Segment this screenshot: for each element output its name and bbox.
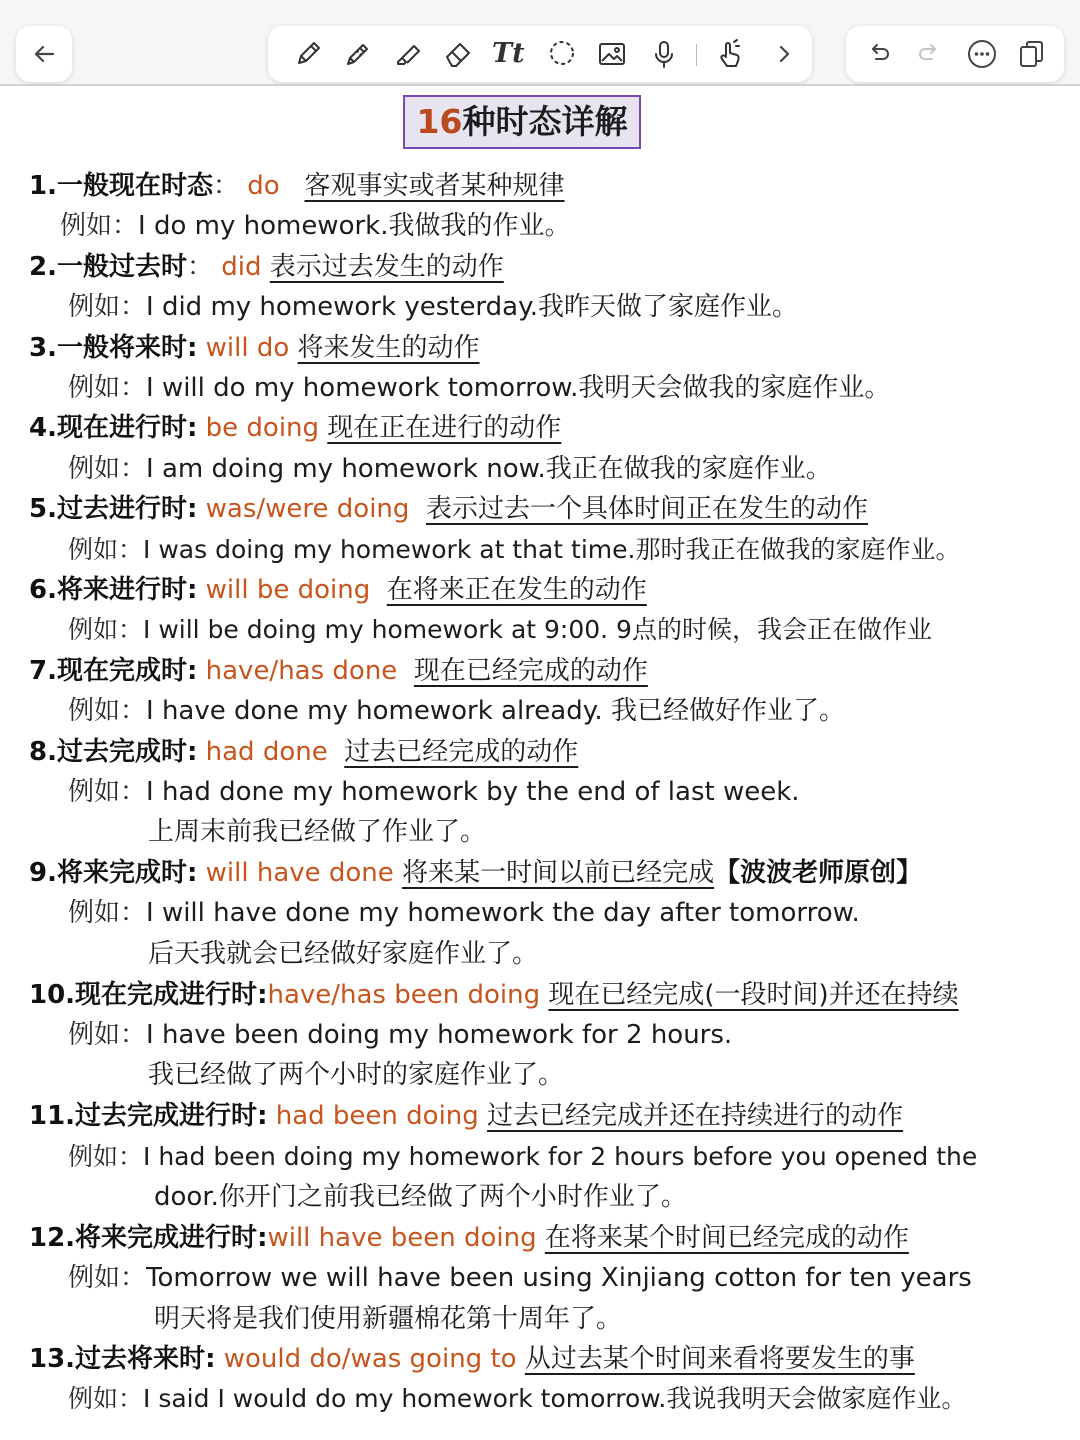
example-line — [68, 288, 798, 326]
example-text: I will have done my homework the day after tomorrow. — [146, 898, 860, 928]
separator: : — [186, 333, 198, 363]
arrow-left-icon — [28, 38, 60, 70]
tense-name: 2.一般过去时 — [29, 252, 187, 282]
example-text: I will do my homework tomorrow.我明天会做我的家庭作业。 — [146, 373, 891, 403]
tense-formula: will do — [205, 333, 290, 363]
tense-formula: have/has done — [205, 656, 398, 686]
example-translation: 上周末前我已经做了作业了。 — [148, 817, 487, 847]
tense-formula: will have been doing — [267, 1223, 537, 1253]
separator: ： — [212, 171, 239, 201]
toolbar-separator — [696, 44, 697, 66]
tense-description: 表示过去一个具体时间正在发生的动作 — [425, 494, 868, 524]
example-label: 例如： — [68, 292, 147, 322]
pen-icon[interactable] — [292, 38, 324, 70]
example-text: I do my homework.我做我的作业。 — [138, 211, 571, 241]
tool-palette — [268, 26, 812, 82]
tense-heading-line — [29, 652, 648, 690]
action-group — [846, 26, 1064, 82]
tense-formula: would do/was going to — [223, 1344, 517, 1374]
example-line — [60, 207, 571, 245]
example-translation: door.你开门之前我已经做了两个小时作业了。 — [154, 1182, 687, 1212]
example-label: 例如： — [68, 373, 147, 403]
tense-description: 过去已经完成的动作 — [344, 737, 579, 767]
tense-description: 现在已经完成(一段时间)并还在持续 — [548, 980, 959, 1010]
example-translation: 我已经做了两个小时的家庭作业了。 — [148, 1060, 565, 1090]
example-line — [68, 450, 832, 488]
tense-formula: will have done — [205, 858, 394, 888]
tense-heading-line — [29, 976, 959, 1014]
tense-heading-line — [29, 854, 922, 892]
separator: : — [186, 656, 198, 686]
example-label: 例如： — [68, 615, 144, 644]
pencil-icon[interactable] — [342, 38, 374, 70]
separator: : — [257, 1101, 268, 1131]
example-line — [68, 531, 960, 569]
example-line — [68, 1138, 977, 1176]
tense-heading-line — [29, 167, 564, 205]
image-icon[interactable] — [596, 38, 628, 70]
example-label: 例如： — [68, 1142, 144, 1171]
eraser-icon[interactable] — [442, 38, 474, 70]
tense-name: 7.现在完成时 — [29, 656, 187, 686]
touch-hand-icon[interactable] — [714, 38, 746, 70]
undo-icon[interactable] — [862, 38, 894, 70]
example-translation: 后天我就会已经做好家庭作业了。 — [148, 939, 539, 969]
highlighter-icon[interactable] — [392, 38, 424, 70]
microphone-icon[interactable] — [648, 38, 680, 70]
back-button[interactable] — [16, 26, 72, 82]
tense-description: 在将来某个时间已经完成的动作 — [544, 1223, 909, 1253]
tense-description: 过去已经完成并还在持续进行的动作 — [487, 1101, 904, 1131]
author-note: 【波波老师原创】 — [714, 858, 923, 888]
tense-name: 12.将来完成进行时 — [29, 1223, 258, 1253]
toolbar-divider — [0, 84, 1080, 86]
example-text: I am doing my homework now.我正在做我的家庭作业。 — [146, 454, 832, 484]
tense-name: 4.现在进行时 — [29, 413, 187, 443]
tense-name: 1.一般现在时态 — [29, 171, 213, 201]
example-text: I said I would do my homework tomorrow.我说我明天会做家庭作业。 — [143, 1384, 967, 1413]
example-text: I had done my homework by the end of last week. — [146, 777, 800, 807]
example-line — [68, 692, 845, 730]
example-line — [68, 773, 800, 811]
tense-formula: was/were doing — [205, 494, 410, 524]
example-label: 例如： — [68, 1263, 147, 1293]
tense-description: 将来发生的动作 — [297, 333, 480, 363]
example-translation: 明天将是我们使用新疆棉花第十周年了。 — [154, 1304, 623, 1334]
tense-heading-line — [29, 1340, 915, 1378]
tense-heading-line — [29, 409, 561, 447]
toolbar — [0, 0, 1080, 86]
separator: : — [186, 858, 198, 888]
tense-formula: did — [221, 252, 262, 282]
example-label: 例如： — [68, 898, 147, 928]
example-line — [68, 1380, 966, 1418]
tense-name: 5.过去进行时 — [29, 494, 187, 524]
example-label: 例如： — [68, 454, 147, 484]
lasso-icon[interactable] — [546, 38, 578, 70]
example-label: 例如： — [68, 777, 147, 807]
separator: : — [186, 494, 198, 524]
tense-name: 8.过去完成时 — [29, 737, 187, 767]
tense-formula: had been doing — [275, 1101, 479, 1131]
example-text: Tomorrow we will have been using Xinjiang cotton for ten years — [146, 1263, 972, 1293]
example-label: 例如： — [68, 1384, 144, 1413]
tense-formula: will be doing — [205, 575, 371, 605]
tense-heading-line — [29, 1097, 903, 1135]
separator: : — [186, 413, 198, 443]
example-text: I will be doing my homework at 9:00. 9点的时候，我会正在做作业 — [143, 615, 932, 644]
tense-formula: do — [247, 171, 280, 201]
tense-description: 将来某一时间以前已经完成 — [402, 858, 715, 888]
tense-heading-line — [29, 571, 647, 609]
example-line — [68, 611, 932, 649]
tense-heading-line — [29, 329, 480, 367]
title-text: 种时态详解 — [462, 102, 628, 141]
tense-name: 6.将来进行时 — [29, 575, 187, 605]
separator: : — [257, 980, 268, 1010]
example-line — [68, 894, 860, 932]
tense-heading-line — [29, 1219, 909, 1257]
tense-name: 10.现在完成进行时 — [29, 980, 258, 1010]
tense-formula: had done — [205, 737, 328, 767]
separator: : — [257, 1223, 268, 1253]
pages-icon[interactable] — [1016, 38, 1048, 70]
tense-name: 3.一般将来时 — [29, 333, 187, 363]
example-label: 例如： — [68, 535, 144, 564]
separator: : — [186, 737, 198, 767]
tense-description: 客观事实或者某种规律 — [304, 171, 565, 201]
title-number: 16 — [416, 102, 463, 141]
example-text: I did my homework yesterday.我昨天做了家庭作业。 — [146, 292, 799, 322]
tense-heading-line — [29, 733, 578, 771]
example-label: 例如： — [60, 211, 139, 241]
example-text: I have done my homework already. 我已经做好作业了。 — [146, 696, 845, 726]
example-text: I had been doing my homework for 2 hours before you opened the — [143, 1142, 978, 1171]
more-icon[interactable] — [966, 38, 998, 70]
separator: : — [186, 575, 198, 605]
example-text: I have been doing my homework for 2 hours. — [146, 1020, 733, 1050]
example-label: 例如： — [68, 1020, 147, 1050]
page-title — [403, 95, 641, 149]
separator: : — [205, 1344, 216, 1374]
text-tool-icon[interactable]: Tt — [492, 38, 525, 69]
tense-heading-line — [29, 490, 868, 528]
example-line — [68, 1259, 972, 1297]
tense-description: 从过去某个时间来看将要发生的事 — [524, 1344, 915, 1374]
example-line — [68, 369, 890, 407]
tense-formula: be doing — [205, 413, 320, 443]
tense-name: 11.过去完成进行时 — [29, 1101, 258, 1131]
tense-heading-line — [29, 248, 504, 286]
separator: ： — [186, 252, 213, 282]
example-text: I was doing my homework at that time.那时我正在做我的家庭作业。 — [143, 535, 961, 564]
example-line — [68, 1016, 732, 1054]
tense-description: 表示过去发生的动作 — [269, 252, 504, 282]
example-label: 例如： — [68, 696, 147, 726]
tense-description: 现在正在进行的动作 — [327, 413, 562, 443]
tense-name: 9.将来完成时 — [29, 858, 187, 888]
tense-name: 13.过去将来时 — [29, 1344, 206, 1374]
chevron-right-icon[interactable] — [768, 38, 800, 70]
tense-formula: have/has been doing — [267, 980, 541, 1010]
tense-description: 现在已经完成的动作 — [413, 656, 648, 686]
tense-description: 在将来正在发生的动作 — [386, 575, 647, 605]
redo-icon[interactable] — [914, 38, 946, 70]
